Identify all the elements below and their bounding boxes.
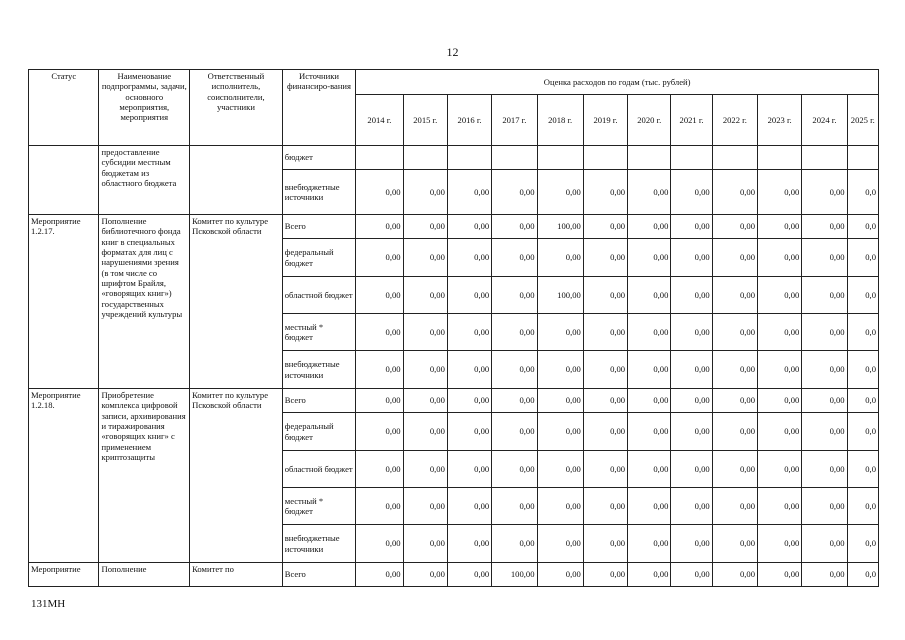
value-cell: 0,00 xyxy=(447,413,491,451)
row-source: федеральный бюджет xyxy=(282,413,356,451)
value-cell: 0,00 xyxy=(537,488,583,525)
value-cell: 0,00 xyxy=(758,525,802,563)
value-cell: 0,00 xyxy=(628,170,671,215)
value-cell: 0,00 xyxy=(537,413,583,451)
value-cell: 0,00 xyxy=(628,351,671,389)
value-cell: 0,00 xyxy=(403,413,447,451)
value-cell: 0,00 xyxy=(583,239,627,277)
value-cell: 0,00 xyxy=(583,451,627,488)
value-cell: 0,00 xyxy=(758,563,802,587)
value-cell: 0,00 xyxy=(712,170,757,215)
value-cell: 0,00 xyxy=(356,488,403,525)
row-responsible: Комитет по культуре Псковской области xyxy=(190,389,283,563)
footer-code: 131МН xyxy=(31,598,66,610)
value-cell: 0,00 xyxy=(628,525,671,563)
value-cell: 100,00 xyxy=(492,563,537,587)
header-year: 2020 г. xyxy=(628,95,671,146)
value-cell: 0,00 xyxy=(583,277,627,314)
value-cell: 0,0 xyxy=(847,525,878,563)
header-year: 2022 г. xyxy=(712,95,757,146)
value-cell: 100,00 xyxy=(537,215,583,239)
value-cell: 0,00 xyxy=(447,239,491,277)
value-cell: 0,00 xyxy=(671,525,712,563)
value-cell xyxy=(356,146,403,170)
row-name: предоставление субсидии местным бюджетам из областного бюджета xyxy=(99,146,190,215)
value-cell: 0,00 xyxy=(628,314,671,351)
value-cell: 0,00 xyxy=(671,277,712,314)
value-cell: 0,0 xyxy=(847,488,878,525)
value-cell: 0,0 xyxy=(847,239,878,277)
value-cell: 0,00 xyxy=(356,215,403,239)
value-cell: 0,00 xyxy=(758,451,802,488)
value-cell: 0,00 xyxy=(628,277,671,314)
value-cell: 0,0 xyxy=(847,451,878,488)
row-source: внебюджетные источники xyxy=(282,170,356,215)
value-cell: 0,00 xyxy=(447,451,491,488)
value-cell: 0,00 xyxy=(802,413,847,451)
row-source: внебюджетные источники xyxy=(282,351,356,389)
value-cell: 0,00 xyxy=(447,215,491,239)
value-cell: 0,00 xyxy=(712,314,757,351)
value-cell: 0,00 xyxy=(671,451,712,488)
header-year: 2017 г. xyxy=(492,95,537,146)
value-cell: 0,00 xyxy=(583,170,627,215)
value-cell: 0,0 xyxy=(847,170,878,215)
header-year: 2016 г. xyxy=(447,95,491,146)
value-cell: 0,00 xyxy=(537,170,583,215)
value-cell: 0,00 xyxy=(712,488,757,525)
value-cell: 0,00 xyxy=(583,389,627,413)
value-cell: 0,00 xyxy=(447,170,491,215)
value-cell: 0,00 xyxy=(492,413,537,451)
value-cell: 0,00 xyxy=(712,351,757,389)
value-cell: 0,00 xyxy=(403,389,447,413)
value-cell: 0,0 xyxy=(847,314,878,351)
budget-table xyxy=(28,69,879,587)
value-cell: 0,00 xyxy=(802,525,847,563)
value-cell xyxy=(583,146,627,170)
value-cell: 0,00 xyxy=(802,488,847,525)
value-cell: 0,00 xyxy=(671,413,712,451)
value-cell xyxy=(447,146,491,170)
row-source: Всего xyxy=(282,563,356,587)
value-cell: 0,00 xyxy=(583,413,627,451)
value-cell: 0,00 xyxy=(712,389,757,413)
value-cell: 0,00 xyxy=(492,488,537,525)
value-cell: 0,0 xyxy=(847,215,878,239)
value-cell xyxy=(537,146,583,170)
value-cell: 0,00 xyxy=(447,563,491,587)
value-cell: 0,00 xyxy=(403,351,447,389)
value-cell: 0,00 xyxy=(628,451,671,488)
value-cell: 0,00 xyxy=(492,525,537,563)
value-cell: 0,00 xyxy=(802,563,847,587)
row-status: Мероприятие 1.2.17. xyxy=(29,215,99,389)
value-cell: 0,00 xyxy=(628,215,671,239)
value-cell: 0,00 xyxy=(537,389,583,413)
value-cell: 0,00 xyxy=(802,314,847,351)
value-cell: 0,00 xyxy=(802,277,847,314)
row-source: местный * бюджет xyxy=(282,314,356,351)
value-cell: 0,00 xyxy=(628,413,671,451)
value-cell: 0,00 xyxy=(628,488,671,525)
header-status: Статус xyxy=(29,70,99,146)
value-cell: 0,00 xyxy=(492,277,537,314)
header-name: Наименование подпрограммы, задачи, основного мероприятия, мероприятия xyxy=(99,70,190,146)
value-cell: 0,00 xyxy=(671,170,712,215)
value-cell: 100,00 xyxy=(537,277,583,314)
table-row xyxy=(29,146,879,170)
value-cell: 0,00 xyxy=(671,314,712,351)
row-status xyxy=(29,146,99,215)
value-cell: 0,00 xyxy=(802,389,847,413)
header-year: 2021 г. xyxy=(671,95,712,146)
row-source: бюджет xyxy=(282,146,356,170)
header-year: 2025 г. xyxy=(847,95,878,146)
header-year: 2018 г. xyxy=(537,95,583,146)
value-cell: 0,00 xyxy=(671,563,712,587)
value-cell xyxy=(492,146,537,170)
row-source: Всего xyxy=(282,389,356,413)
header-estimate: Оценка расходов по годам (тыс. рублей) xyxy=(356,70,879,95)
value-cell: 0,00 xyxy=(758,413,802,451)
value-cell: 0,00 xyxy=(403,239,447,277)
value-cell: 0,00 xyxy=(583,314,627,351)
value-cell: 0,00 xyxy=(628,389,671,413)
value-cell: 0,00 xyxy=(447,525,491,563)
value-cell: 0,00 xyxy=(758,314,802,351)
value-cell: 0,00 xyxy=(537,563,583,587)
table-row xyxy=(29,389,879,413)
value-cell: 0,00 xyxy=(537,351,583,389)
value-cell: 0,00 xyxy=(403,314,447,351)
value-cell: 0,0 xyxy=(847,389,878,413)
value-cell: 0,00 xyxy=(492,215,537,239)
value-cell: 0,00 xyxy=(403,563,447,587)
value-cell: 0,00 xyxy=(447,488,491,525)
value-cell: 0,0 xyxy=(847,277,878,314)
table-row xyxy=(29,215,879,239)
value-cell xyxy=(802,146,847,170)
value-cell: 0,00 xyxy=(802,215,847,239)
header-responsible: Ответственный исполнитель, соисполнители, участники xyxy=(190,70,283,146)
value-cell: 0,00 xyxy=(356,239,403,277)
value-cell: 0,00 xyxy=(802,239,847,277)
value-cell: 0,00 xyxy=(537,314,583,351)
value-cell: 0,00 xyxy=(356,351,403,389)
value-cell: 0,00 xyxy=(492,351,537,389)
value-cell: 0,00 xyxy=(447,389,491,413)
value-cell: 0,00 xyxy=(537,451,583,488)
header-year: 2019 г. xyxy=(583,95,627,146)
value-cell: 0,0 xyxy=(847,351,878,389)
row-source: областной бюджет xyxy=(282,451,356,488)
value-cell: 0,00 xyxy=(671,215,712,239)
value-cell: 0,00 xyxy=(356,277,403,314)
header-year: 2014 г. xyxy=(356,95,403,146)
value-cell: 0,00 xyxy=(583,525,627,563)
value-cell: 0,00 xyxy=(802,170,847,215)
row-name: Пополнение xyxy=(99,563,190,587)
value-cell: 0,00 xyxy=(403,451,447,488)
value-cell: 0,00 xyxy=(492,451,537,488)
row-source: областной бюджет xyxy=(282,277,356,314)
value-cell: 0,00 xyxy=(492,239,537,277)
row-name: Пополнение библиотечного фонда книг в специальных форматах для лиц с нарушениями зрения (в том числе со шрифтом Брайля, «говорящих книг») государственных учреждений культуры xyxy=(99,215,190,389)
value-cell: 0,0 xyxy=(847,563,878,587)
row-source: федеральный бюджет xyxy=(282,239,356,277)
value-cell: 0,00 xyxy=(758,389,802,413)
value-cell: 0,00 xyxy=(403,525,447,563)
row-responsible: Комитет по культуре Псковской области xyxy=(190,215,283,389)
value-cell: 0,00 xyxy=(447,314,491,351)
value-cell: 0,00 xyxy=(712,451,757,488)
value-cell: 0,00 xyxy=(537,239,583,277)
value-cell xyxy=(712,146,757,170)
header-year: 2024 г. xyxy=(802,95,847,146)
value-cell: 0,00 xyxy=(537,525,583,563)
value-cell: 0,00 xyxy=(712,563,757,587)
row-source: внебюджетные источники xyxy=(282,525,356,563)
value-cell: 0,00 xyxy=(356,170,403,215)
value-cell: 0,00 xyxy=(712,525,757,563)
value-cell: 0,00 xyxy=(403,170,447,215)
value-cell: 0,00 xyxy=(712,215,757,239)
value-cell: 0,00 xyxy=(802,351,847,389)
value-cell: 0,00 xyxy=(492,389,537,413)
value-cell xyxy=(628,146,671,170)
value-cell: 0,00 xyxy=(403,277,447,314)
value-cell: 0,00 xyxy=(356,413,403,451)
value-cell xyxy=(671,146,712,170)
value-cell xyxy=(403,146,447,170)
page-number: 12 xyxy=(446,45,459,59)
value-cell: 0,00 xyxy=(447,277,491,314)
value-cell: 0,00 xyxy=(671,389,712,413)
value-cell: 0,00 xyxy=(356,563,403,587)
value-cell xyxy=(758,146,802,170)
value-cell: 0,00 xyxy=(356,314,403,351)
value-cell: 0,00 xyxy=(492,170,537,215)
value-cell: 0,00 xyxy=(628,563,671,587)
value-cell: 0,00 xyxy=(403,215,447,239)
value-cell: 0,0 xyxy=(847,413,878,451)
value-cell: 0,00 xyxy=(356,525,403,563)
value-cell: 0,00 xyxy=(802,451,847,488)
value-cell: 0,00 xyxy=(712,413,757,451)
row-status: Мероприятие xyxy=(29,563,99,587)
header-year: 2023 г. xyxy=(758,95,802,146)
value-cell: 0,00 xyxy=(356,451,403,488)
value-cell: 0,00 xyxy=(583,215,627,239)
value-cell: 0,00 xyxy=(758,215,802,239)
value-cell: 0,00 xyxy=(583,351,627,389)
value-cell: 0,00 xyxy=(583,563,627,587)
value-cell: 0,00 xyxy=(583,488,627,525)
value-cell: 0,00 xyxy=(447,351,491,389)
value-cell: 0,00 xyxy=(356,389,403,413)
table-body xyxy=(29,146,879,587)
row-responsible: Комитет по xyxy=(190,563,283,587)
value-cell: 0,00 xyxy=(758,488,802,525)
value-cell: 0,00 xyxy=(712,277,757,314)
value-cell: 0,00 xyxy=(492,314,537,351)
value-cell: 0,00 xyxy=(671,488,712,525)
row-name: Приобретение комплекса цифровой записи, архивирования и тиражирования «говорящих книг» с применением криптозащиты xyxy=(99,389,190,563)
row-source: Всего xyxy=(282,215,356,239)
value-cell: 0,00 xyxy=(403,488,447,525)
row-status: Мероприятие 1.2.18. xyxy=(29,389,99,563)
value-cell xyxy=(847,146,878,170)
value-cell: 0,00 xyxy=(758,351,802,389)
value-cell: 0,00 xyxy=(758,277,802,314)
value-cell: 0,00 xyxy=(628,239,671,277)
value-cell: 0,00 xyxy=(758,170,802,215)
value-cell: 0,00 xyxy=(671,351,712,389)
header-sources: Источники финансиро-вания xyxy=(282,70,356,146)
table-row xyxy=(29,563,879,587)
value-cell: 0,00 xyxy=(758,239,802,277)
header-year: 2015 г. xyxy=(403,95,447,146)
value-cell: 0,00 xyxy=(712,239,757,277)
row-responsible xyxy=(190,146,283,215)
value-cell: 0,00 xyxy=(671,239,712,277)
row-source: местный * бюджет xyxy=(282,488,356,525)
